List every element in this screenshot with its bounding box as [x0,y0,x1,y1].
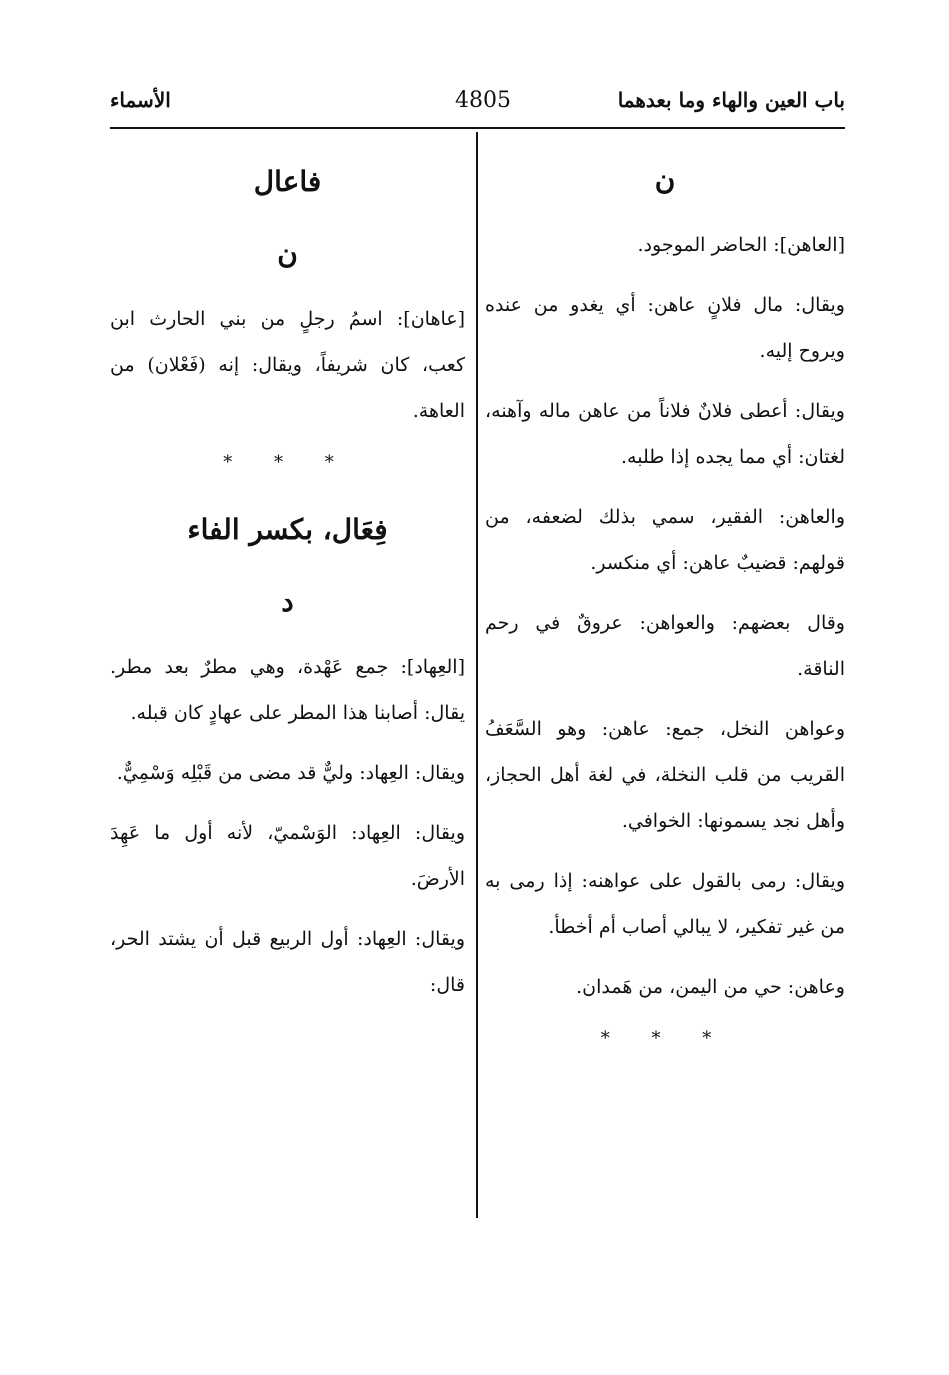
entry-paragraph: وقال بعضهم: والعواهن: عروقٌ في رحم الناقة. [485,612,845,680]
right-column [485,160,845,1084]
letter-heading: ن [277,237,298,270]
page-number: 4805 [455,88,511,113]
entry-paragraph: والعاهن: الفقير، سمي بذلك لضعفه، من قولهم: قضيبٌ عاهن: أي منكسر. [485,506,845,574]
entry-paragraph: ويقال: أعطى فلانٌ فلاناً من عاهن ماله وآهنه، لغتان: أي مما يجده إذا طلبه. [485,400,845,468]
header-rule [110,127,845,129]
section-divider: * * * [223,452,352,473]
entry-paragraph: [العاهن]: الحاضر الموجود. [637,234,845,256]
section-heading: فاعال [253,165,322,198]
entry-paragraph: وعواهن النخل، جمع: عاهن: وهو السَّعَفُ القريب من قلب النخلة، في لغة أهل الحجاز، وأهل نجد يسمونها: الخوافي. [485,718,845,832]
entry-paragraph: [عاهان]: اسمُ رجلٍ من بني الحارث ابن كعب، كان شريفاً، ويقال: إنه (فَعْلان) من العاهة. [110,308,465,422]
entry-paragraph: [العِهاد]: جمع عَهْدة، وهي مطرٌ بعد مطر. يقال: أصابنا هذا المطر على عهادٍ كان قبله. [110,656,465,724]
entry-paragraph: ويقال: العِهاد: الوَسْميّ، لأنه أول ما عَهِدَ الأرضَ. [110,822,465,890]
section-title: الأسماء [110,88,171,112]
section-heading: فِعَال، بكسر الفاء [187,513,388,546]
entry-paragraph: ويقال: العِهاد: أول الربيع قبل أن يشتد الحر، قال: [110,928,465,996]
entry-paragraph: ويقال: العِهاد: وليٌّ قد مضى من قَبْلِه وَسْمِيٌّ. [116,762,465,784]
left-column [110,160,465,1022]
entry-paragraph: ويقال: رمى بالقول على عواهنه: إذا رمى به من غير تفكير، لا يبالي أصاب أم أخطأ. [485,870,845,938]
entry-paragraph: وعاهن: حي من اليمن، من هَمدان. [576,976,845,998]
section-divider: * * * [600,1028,730,1049]
letter-heading: د [281,585,294,618]
entry-paragraph: ويقال: مال فلانٍ عاهن: أي يغدو من عنده ويروح إليه. [485,294,845,362]
letter-heading: ن [654,163,676,196]
page-header [110,88,845,128]
chapter-title: باب العين والهاء وما بعدهما [617,88,845,112]
column-separator [476,132,478,1218]
